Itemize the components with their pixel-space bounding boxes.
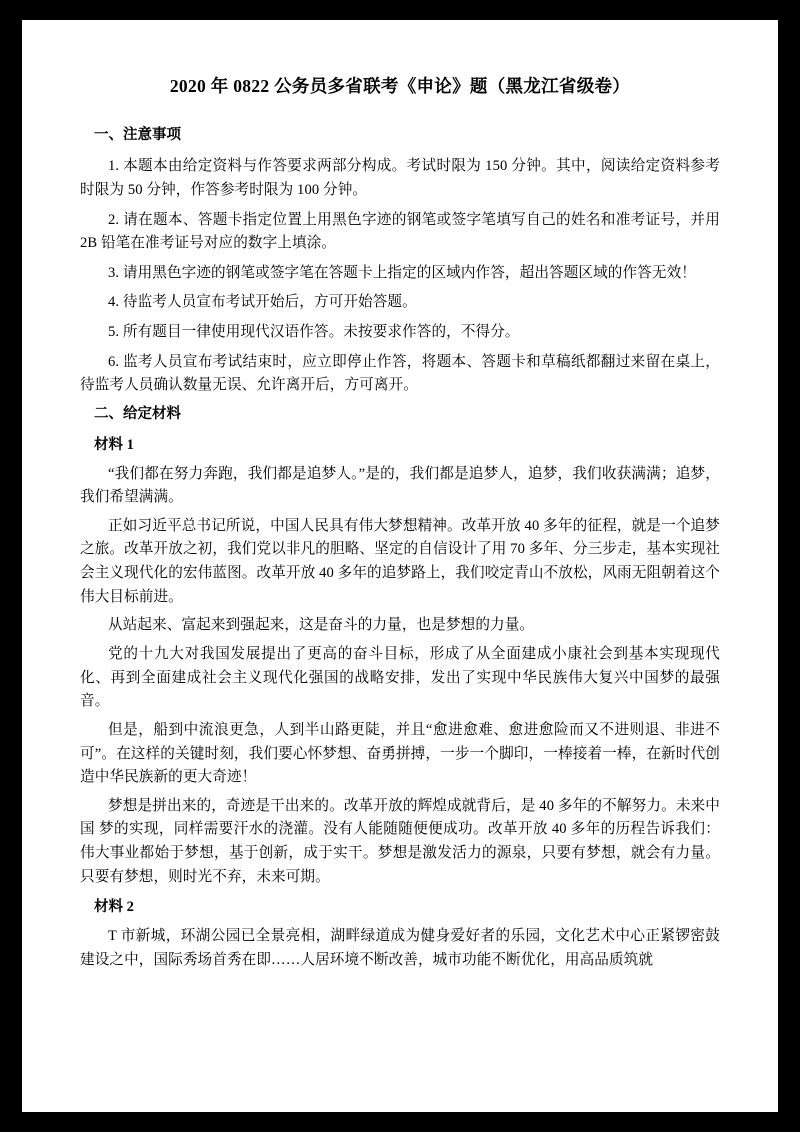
material-paragraph: 党的十九大对我国发展提出了更高的奋斗目标，形成了从全面建成小康社会到基本实现现代化、再到全面建成社会主义现代化强国的战略安排，发出了实现中华民族伟大复兴中国梦的最强音。 [80, 646, 720, 710]
material-paragraph: “我们都在努力奔跑，我们都是追梦人。”是的，我们都是追梦人，追梦，我们收获满满；追梦，我们希望满满。 [80, 465, 720, 506]
notice-paragraph: 1. 本题本由给定资料与作答要求两部分构成。考试时限为 150 分钟。其中，阅读给定资料参考时限为 50 分钟，作答参考时限为 100 分钟。 [80, 158, 720, 198]
material-label: 材料 2 [94, 899, 134, 916]
document-page [22, 20, 778, 1112]
material-paragraph: T 市新城，环湖公园已全景亮相，湖畔绿道成为健身爱好者的乐园，文化艺术中心正紧锣密鼓建设之中，国际秀场首秀在即……人居环境不断改善，城市功能不断优化，用高品质筑就 [80, 928, 720, 968]
material-item [80, 435, 720, 890]
notice-paragraph: 2. 请在题本、答题卡指定位置上用黑色字迹的钢笔或签字笔填写自己的姓名和准考证号，并用 2B 铅笔在准考证号对应的数字上填涂。 [80, 211, 720, 252]
section-heading-materials: 二、给定材料 [94, 406, 181, 423]
material-paragraph: 但是，船到中流浪更急，人到半山路更陡，并且“愈进愈难、愈进愈险而又不进则退、非进不可”。在这样的关键时刻，我们要心怀梦想、奋勇拼搏，一步一个脚印，一棒接着一棒，在新时代创造中华民族新的更大奇迹！ [80, 721, 720, 786]
material-paragraph: 从站起来、富起来到强起来，这是奋斗的力量，也是梦想的力量。 [108, 617, 535, 634]
section-notice [80, 125, 720, 399]
section-materials [80, 404, 720, 977]
notice-paragraph: 3. 请用黑色字迹的钢笔或签字笔在答题卡上指定的区域内作答，超出答题区域的作答无效！ [108, 264, 696, 281]
material-label: 材料 1 [94, 436, 134, 453]
material-item [80, 897, 720, 972]
notice-paragraph: 6. 监考人员宣布考试结束时，应立即停止作答，将题本、答题卡和草稿纸都翻过来留在桌上，待监考人员确认数量无误、允许离开后，方可离开。 [80, 353, 720, 394]
material-paragraph: 正如习近平总书记所说，中国人民具有伟大梦想精神。改革开放 40 多年的征程，就是一个追梦之旅。改革开放之初，我们党以非凡的胆略、坚定的自信设计了用 70 多年、分三步走，基本实现社会主义现代化的宏伟蓝图。改革开放 40 多年的追梦路上，我们咬定青山不放松，风雨无阻朝着这个伟大目标前进。 [80, 517, 720, 605]
page-title: 2020 年 0822 公务员多省联考《申论》题（黑龙江省级卷） [169, 76, 631, 96]
notice-paragraph: 4. 待监考人员宣布考试开始后，方可开始答题。 [108, 294, 417, 311]
section-heading-notice: 一、注意事项 [94, 126, 181, 143]
material-paragraph: 梦想是拼出来的，奇迹是干出来的。改革开放的辉煌成就背后，是 40 多年的不解努力。未来中国 梦的实现，同样需要汗水的浇灌。没有人能随随便便成功。改革开放 40 多年的历程告诉我们：伟大事业都始于梦想，基于创新，成于实干。梦想是激发活力的源泉，只要有梦想，就会有力量。只要有梦想，则时光不弃，未来可期。 [80, 797, 720, 885]
notice-paragraph: 5. 所有题目一律使用现代汉语作答。未按要求作答的，不得分。 [108, 324, 520, 341]
